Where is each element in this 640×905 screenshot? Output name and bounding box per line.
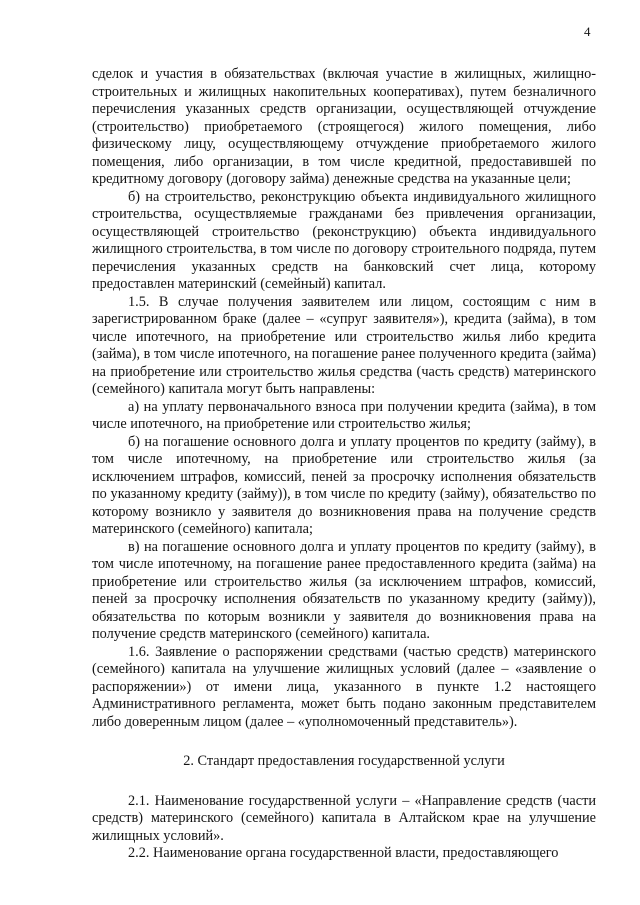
section-heading: 2. Стандарт предоставления государственной услуги	[183, 753, 505, 769]
paragraph-1-4-b: б) на строительство, реконструкцию объекта индивидуального жилищного строительства, осуществляемые гражданами без привлечения организации, осуществляющей строительство (реконструкцию) объекта индивидуального жилищного строительства, в том числе по договору строительного подряда, путем перечисления указанных средств на банковский счет лица, которому предоставлен материнский (семейный) капитал.	[92, 188, 596, 292]
paragraph-1-6: 1.6. Заявление о распоряжении средствами (частью средств) материнского (семейного) капитала на улучшение жилищных условий (далее – «заявление о распоряжении») от имени лица, указанного в пункте 1.2 настоящего Административного регламента, может быть подано законным представителем либо доверенным лицом (далее – «уполномоченный представитель»).	[92, 643, 596, 730]
document-body	[92, 66, 596, 863]
paragraph-2-1: 2.1. Наименование государственной услуги – «Направление средств (части средств) материнского (семейного) капитала в Алтайском крае на улучшение жилищных условий».	[92, 792, 596, 844]
paragraph-continuation: сделок и участия в обязательствах (включая участие в жилищных, жилищно-строительных и жилищных накопительных кооперативах), путем безналичного перечисления указанных средств организации, осуществляющей отчуждение (строительство) приобретаемого (строящегося) жилого помещения, либо физическому лицу, осуществляющему отчуждение приобретаемого жилого помещения, либо организации, в том числе кредитной, предоставившей по кредитному договору (договору займа) денежные средства на указанные цели;	[92, 66, 596, 187]
paragraph-2-2: 2.2. Наименование органа государственной власти, предоставляющего	[128, 845, 559, 861]
paragraph-1-5-a: а) на уплату первоначального взноса при получении кредита (займа), в том числе ипотечного, на приобретение или строительство жилья;	[92, 398, 596, 432]
paragraph-1-5-v: в) на погашение основного долга и уплату процентов по кредиту (займу), в том числе ипотечному, на погашение ранее предоставленного кредита (займа) на приобретение или строительство жилья (за исключением штрафов, комиссий, пеней за просрочку исполнения обязательств по указанному кредиту (займу)), обязательства по которым возникли у заявителя до возникновения права на получение средств материнского (семейного) капитала.	[92, 538, 596, 642]
paragraph-1-5-b: б) на погашение основного долга и уплату процентов по кредиту (займу), в том числе ипотечному, на приобретение или строительство жилья (за исключением штрафов, комиссий, пеней за просрочку исполнения обязательств по указанному кредиту (займу)), в том числе по кредиту (займу), обязательство по которому возникло у заявителя до возникновения права на получение средств материнского (семейного) капитала;	[92, 433, 596, 537]
paragraph-1-5: 1.5. В случае получения заявителем или лицом, состоящим с ним в зарегистрированном браке (далее – «супруг заявителя»), кредита (займа), в том числе ипотечного, на приобретение или строительство жилья либо кредита (займа), в том числе ипотечного, на погашение ранее полученного кредита (займа) на приобретение или строительство жилья средства (часть средств) материнского (семейного) капитала могут быть направлены:	[92, 293, 596, 397]
page-number: 4	[584, 24, 591, 39]
